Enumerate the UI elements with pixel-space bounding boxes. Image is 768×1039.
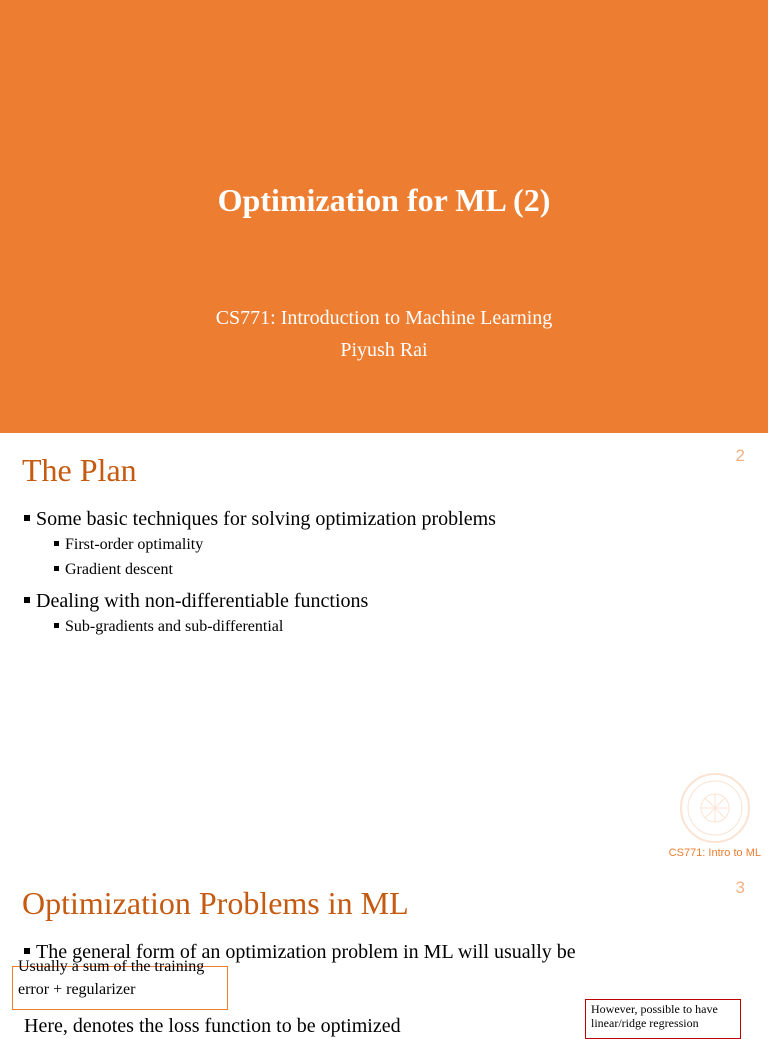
slide-title: The Plan xyxy=(22,452,137,488)
callout-note: However, possible to have linear/ridge regression xyxy=(585,999,741,1039)
bullet-text: The general form of an optimization problem in ML will usually be xyxy=(36,941,576,963)
slide-number: 2 xyxy=(735,446,745,465)
square-bullet-icon xyxy=(24,515,30,521)
square-bullet-icon xyxy=(54,623,59,628)
bullet-item xyxy=(24,507,496,531)
course-subtitle: CS771: Introduction to Machine Learning xyxy=(215,307,553,329)
square-bullet-icon xyxy=(54,541,59,546)
university-seal-icon xyxy=(679,772,751,844)
callout-text: Usually a sum of the training error + regularizer xyxy=(18,958,205,998)
square-bullet-icon xyxy=(24,948,30,954)
author-name: Piyush Rai xyxy=(340,339,428,361)
bullet-text: Some basic techniques for solving optimization problems xyxy=(36,508,496,530)
sub-bullet-text: Sub-gradients and sub-differential xyxy=(65,618,284,635)
square-bullet-icon xyxy=(24,597,30,603)
footer-course-label: CS771: Intro to ML xyxy=(668,847,761,859)
partial-bullet-text: Here, denotes the loss function to be optimized xyxy=(24,1015,401,1037)
square-bullet-icon xyxy=(54,566,59,571)
sub-bullet-text: First-order optimality xyxy=(65,536,204,553)
bullet-text: Dealing with non-differentiable functions xyxy=(36,590,369,612)
sub-bullet-item xyxy=(54,560,173,579)
optimization-problems-slide xyxy=(0,865,768,1037)
title-slide xyxy=(0,0,768,433)
presentation-title: Optimization for ML (2) xyxy=(217,182,551,218)
sub-bullet-item xyxy=(54,617,283,636)
sub-bullet-item xyxy=(54,535,203,554)
bullet-item xyxy=(24,589,368,613)
sub-bullet-text: Gradient descent xyxy=(65,561,173,578)
slide-number: 3 xyxy=(735,878,745,897)
slide-title: Optimization Problems in ML xyxy=(22,885,409,921)
plan-slide xyxy=(0,433,768,865)
